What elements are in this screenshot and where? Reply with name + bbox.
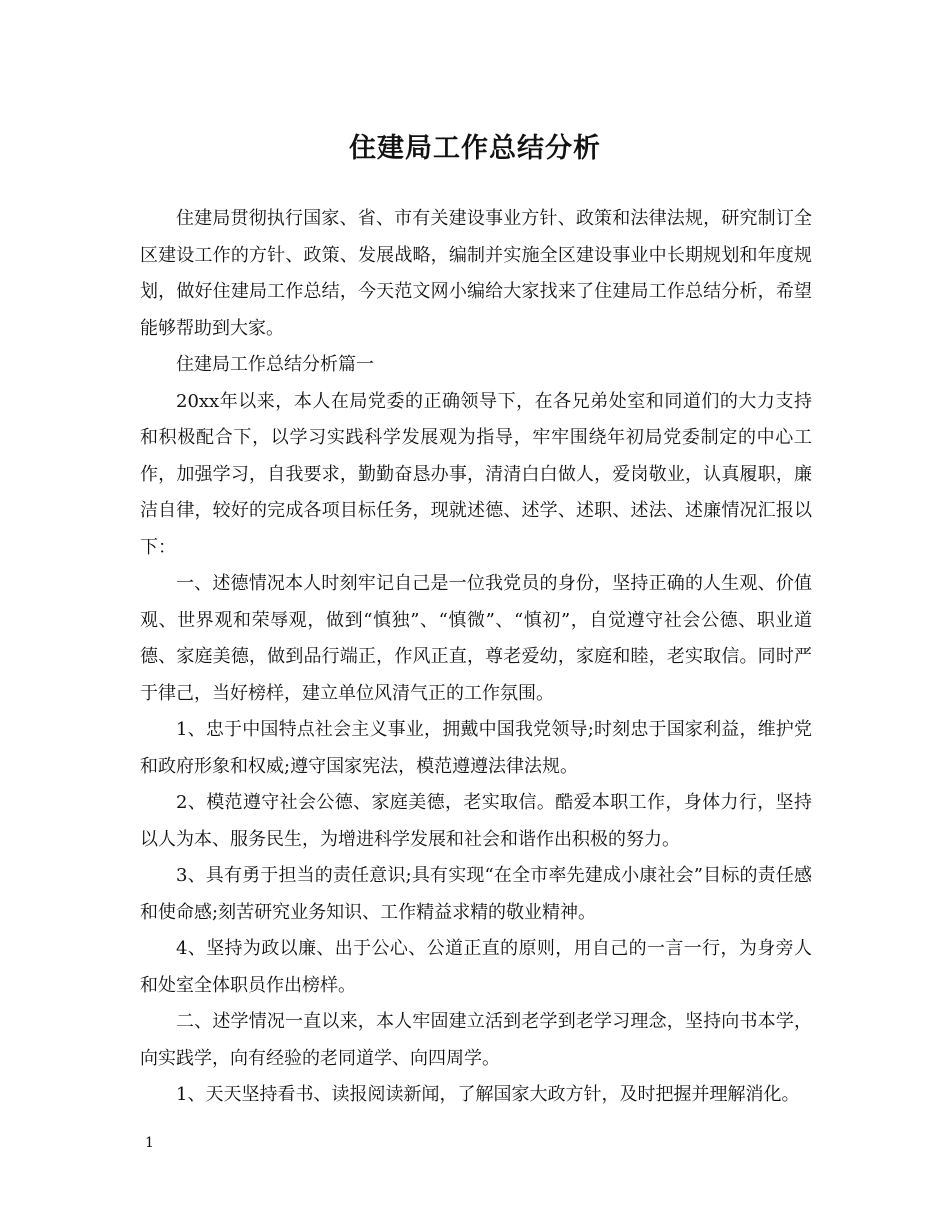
list-item: 1、天天坚持看书、读报阅读新闻，了解国家大政方针，及时把握并理解消化。: [176, 1084, 800, 1105]
document-body: [140, 201, 812, 1114]
paragraph-intro: 住建局贯彻执行国家、省、市有关建设事业方针、政策和法律法规，研究制订全区建设工作的方针、政策、发展战略，编制并实施全区建设事业中长期规划和年度规划，做好住建局工作总结，今天范文网小编给大家找来了住建局工作总结分析，希望能够帮助到大家。: [140, 208, 812, 339]
section-heading: 住建局工作总结分析篇一: [176, 354, 374, 375]
paragraph-overview: 20xx年以来，本人在局党委的正确领导下，在各兄弟处室和同道们的大力支持和积极配合下，以学习实践科学发展观为指导，牢牢围绕年初局党委制定的中心工作，加强学习，自我要求，勤勤奋恳办事，清清白白做人，爱岗敬业，认真履职，廉洁自律，较好的完成各项目标任务，现就述德、述学、述职、述法、述廉情况汇报以下：: [140, 390, 812, 558]
page-number: 1: [145, 1135, 154, 1151]
list-item: 1、忠于中国特点社会主义事业，拥戴中国我党领导;时刻忠于国家利益，维护党和政府形象和权威;遵守国家宪法，模范遵遵法律法规。: [140, 719, 812, 777]
paragraph-moral-conduct: 一、述德情况本人时刻牢记自己是一位我党员的身份，坚持正确的人生观、价值观、世界观和荣辱观，做到“慎独”、“慎微”、“慎初”，自觉遵守社会公德、职业道德、家庭美德，做到品行端正，作风正直，尊老爱幼，家庭和睦，老实取信。同时严于律己，当好榜样，建立单位风清气正的工作氛围。: [140, 573, 812, 704]
list-item: 3、具有勇于担当的责任意识;具有实现“在全市率先建成小康社会”目标的责任感和使命感;刻苦研究业务知识、工作精益求精的敬业精神。: [140, 865, 812, 923]
list-item: 4、坚持为政以廉、出于公心、公道正直的原则，用自己的一言一行，为身旁人和处室全体职员作出榜样。: [140, 938, 812, 996]
list-item: 2、模范遵守社会公德、家庭美德，老实取信。酷爱本职工作，身体力行，坚持以人为本、服务民生，为增进科学发展和社会和谐作出积极的努力。: [140, 792, 812, 850]
paragraph-study: 二、述学情况一直以来，本人牢固建立活到老学到老学习理念，坚持向书本学，向实践学，向有经验的老同道学、向四周学。: [140, 1011, 812, 1069]
document-title: 住建局工作总结分析: [349, 133, 601, 164]
